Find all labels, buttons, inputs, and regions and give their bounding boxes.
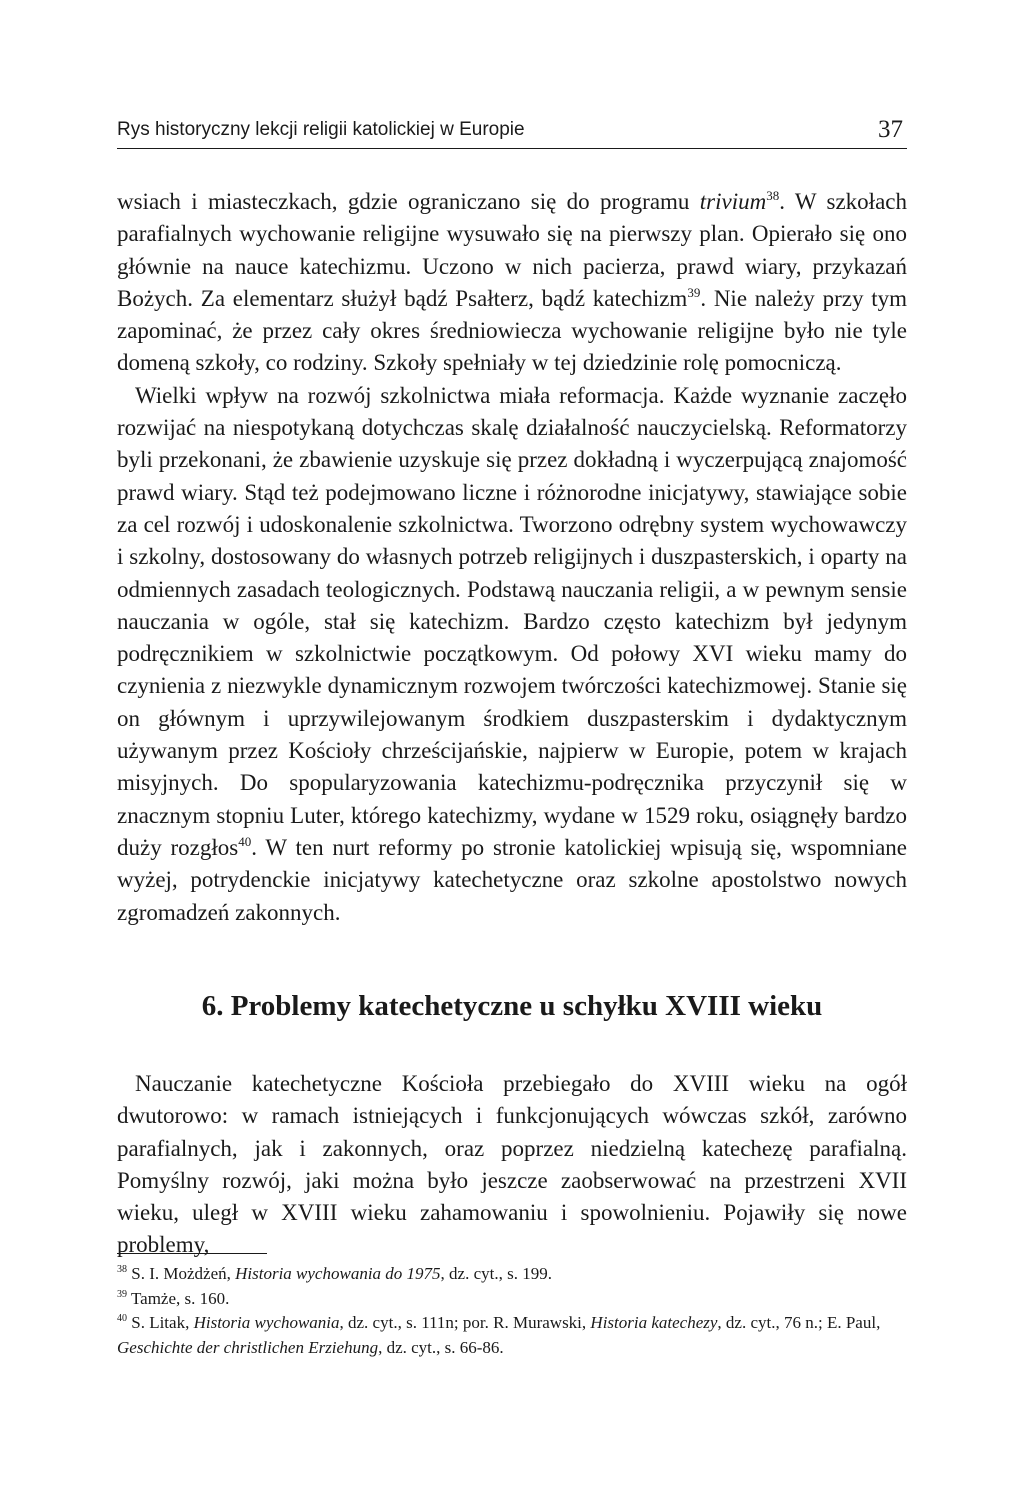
text-run: Wielki wpływ na rozwój szkolnictwa miała reformacja. Każde wyznanie zaczęło rozwijać na niespotykaną dotychczas skalę działalność nauczycielską. Reformatorzy byli przekonani, że zbawienie uzyskuje się przez dokładną i wyczerpującą znajomość prawd wiary. Stąd też podejmowano liczne i różnorodne inicjatywy, stawiające sobie za cel rozwój i udoskonalenie szkolnictwa. Tworzono odrębny system wychowawczy i szkolny, dostosowany do własnych potrzeb religijnych i duszpasterskich, i oparty na odmiennych zasadach teologicznych. Podstawą nauczania religii, a w pewnym sensie nauczania w ogóle, stał się katechizm. Bardzo często katechizm był jedynym podręcznikiem w szkolnictwie początkowym. Od połowy XVI wieku mamy do czynienia z niezwykle dynamicznym rozwojem twórczości katechizmowej. Stanie się on głównym i uprzywilejowanym środkiem duszpasterskim i dydaktycznym używanym przez Kościoły chrześcijańskie, najpierw w Europie, potem w krajach misyjnych. Do spopularyzowania katechizmu-podręcznika przyczynił się w znacznym stopniu Luter, którego katechizmy, wydane w 1529 roku, osiągnęły bardzo duży rozgłos bbox=[117, 382, 907, 860]
footnote-number: 40 bbox=[117, 1313, 127, 1324]
text-run: , dz. cyt., s. 111n; por. R. Murawski, bbox=[339, 1313, 591, 1332]
page-number: 37 bbox=[878, 116, 903, 143]
section-text bbox=[117, 1068, 907, 1262]
footnotes bbox=[117, 1262, 907, 1360]
running-title: Rys historyczny lekcji religii katolickiej w Europie bbox=[117, 119, 525, 140]
running-header bbox=[117, 116, 907, 149]
italic-title: Historia katechezy bbox=[590, 1313, 718, 1332]
italic-title: Historia wychowania bbox=[193, 1313, 340, 1332]
footnote-ref-40: 40 bbox=[238, 833, 252, 849]
text-run: . W szkołach parafialnych wychowanie religijne wysuwało się na pierwszy plan. Opierało się ono głównie na nauce katechizmu. Uczono w nich pacierza, prawd wiary, przykazań Bożych. Za elementarz służył bądź Psałterz, bądź katechizm bbox=[117, 189, 907, 311]
text-run: . W ten nurt reformy po stronie katolickiej wpisują się, wspomniane wyżej, potrydenckie inicjatywy katechetyczne oraz szkolne apostolstwo nowych zgromadzeń zakonnych. bbox=[117, 834, 907, 925]
text-run: . Nie należy przy tym zapominać, że przez cały okres średniowiecza wychowanie religijne było nie tyle domeną szkoły, co rodziny. Szkoły spełniały w tej dziedzinie rolę pomocniczą. bbox=[117, 285, 907, 376]
footnote-number: 39 bbox=[117, 1288, 127, 1300]
paragraph-2 bbox=[117, 380, 907, 929]
footnote-ref-38: 38 bbox=[766, 188, 780, 203]
footnote-38 bbox=[117, 1262, 907, 1287]
footnote-ref-39: 39 bbox=[687, 284, 701, 300]
text-run: Tamże, s. 160. bbox=[130, 1288, 230, 1308]
text-run: , dz. cyt., s. 66-86. bbox=[378, 1337, 504, 1357]
paragraph-1 bbox=[117, 186, 907, 380]
main-text bbox=[117, 186, 907, 929]
section-paragraph-1: Nauczanie katechetyczne Kościoła przebiegało do XVIII wieku na ogół dwutorowo: w ramach istniejących i funkcjonujących wówczas szkół, zarówno parafialnych, jak i zakonnych, oraz poprzez niedzielną katechezę parafialną. Pomyślny rozwój, jaki można było jeszcze zaobserwować na przestrzeni XVII wieku, uległ w XVIII wieku zahamowaniu i spowolnieniu. Pojawiły się nowe problemy, bbox=[117, 1071, 907, 1258]
text-run: , dz. cyt., 76 n.; E. Paul, bbox=[717, 1313, 881, 1332]
footnote-divider bbox=[117, 1253, 267, 1254]
text-run: wsiach i miasteczkach, gdzie ograniczano się do programu bbox=[117, 189, 700, 214]
footnote-40 bbox=[117, 1311, 907, 1360]
italic-title: Historia wychowania do 1975 bbox=[235, 1264, 441, 1283]
footnote-number: 38 bbox=[117, 1264, 127, 1275]
text-run: S. I. Możdżeń, bbox=[131, 1264, 236, 1283]
footnote-39 bbox=[117, 1287, 907, 1312]
italic-term: trivium bbox=[699, 189, 767, 214]
text-run: S. Litak, bbox=[131, 1313, 194, 1332]
text-run: , dz. cyt., s. 199. bbox=[440, 1264, 552, 1283]
italic-title: Geschichte der christlichen Erziehung bbox=[117, 1337, 379, 1357]
section-heading: 6. Problemy katechetyczne u schyłku XVIII wieku bbox=[201, 990, 823, 1022]
